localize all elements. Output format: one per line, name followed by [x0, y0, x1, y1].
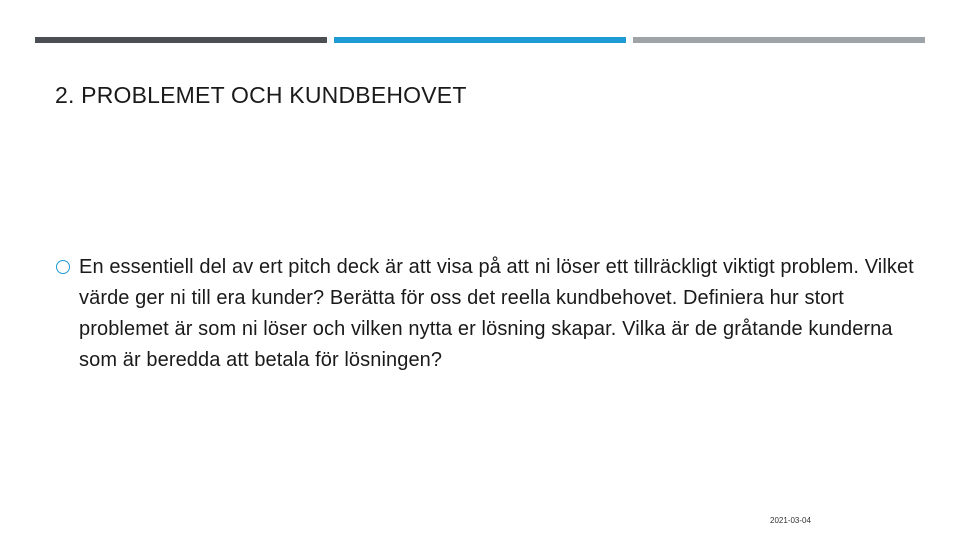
bullet-item	[55, 252, 915, 376]
circle-bullet-icon	[56, 260, 70, 274]
bullet-list	[55, 252, 915, 376]
footer-date: 2021-03-04	[770, 516, 811, 525]
slide-title: 2. PROBLEMET OCH KUNDBEHOVET	[55, 82, 467, 108]
header-accent-bar-gray	[633, 37, 925, 43]
header-accent-bar-blue	[334, 37, 626, 43]
header-accent-bar-dark	[35, 37, 327, 43]
bullet-text: En essentiell del av ert pitch deck är att visa på att ni löser ett tillräckligt viktigt problem. Vilket värde ger ni till era kunder? Berätta för oss det reella kundbehovet. Definiera hur stort problemet är som ni löser och vilken nytta er lösning skapar. Vilka är de gråtande kunderna som är beredda att betala för lösningen?	[79, 256, 914, 371]
